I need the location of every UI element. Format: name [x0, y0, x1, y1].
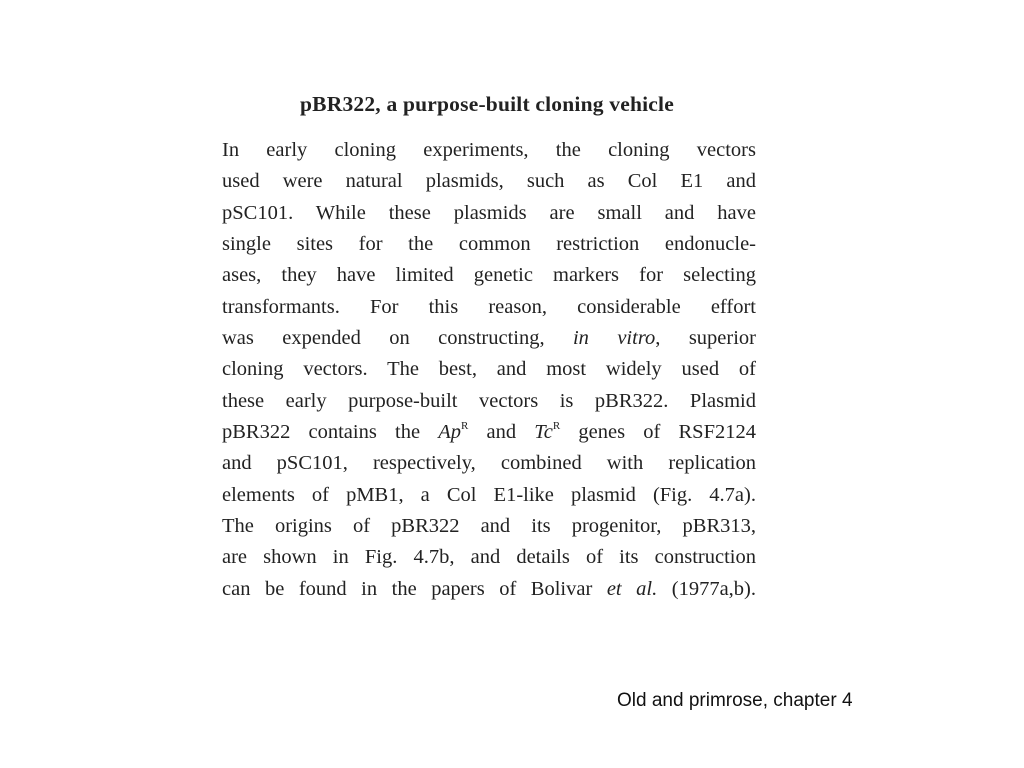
text-line [222, 574, 756, 605]
excerpt-title: pBR322, a purpose-built cloning vehicle [300, 92, 674, 116]
text-line: transformants. For this reason, considerable effort [222, 295, 756, 318]
excerpt-body [222, 135, 756, 605]
text-segment: genes of RSF2124 [560, 421, 756, 444]
source-caption: Old and primrose, chapter 4 [617, 690, 853, 711]
italic-term: et al. [606, 577, 658, 600]
text-segment: pBR322 contains the [222, 421, 439, 444]
text-line: In early cloning experiments, the cloning vectors [222, 139, 756, 161]
text-line: are shown in Fig. 4.7b, and details of its construction [222, 546, 756, 569]
text-segment: and [468, 421, 535, 444]
text-line: pSC101. While these plasmids are small and have [222, 201, 756, 224]
text-line [222, 417, 756, 448]
superscript: R [552, 420, 561, 433]
text-segment: , superior [655, 327, 756, 350]
gene-name: Tc [534, 421, 553, 444]
text-line: used were natural plasmids, such as Col E1 and [222, 170, 756, 193]
superscript: R [461, 420, 469, 433]
text-segment: was expended on constructing, [222, 327, 573, 350]
text-line: cloning vectors. The best, and most widely used of [222, 358, 756, 381]
italic-term: in vitro [572, 327, 656, 350]
text-line: single sites for the common restriction endonucle- [222, 233, 756, 256]
text-segment: (1977a,b). [657, 577, 756, 600]
text-line: ases, they have limited genetic markers for selecting [222, 264, 756, 287]
text-line: elements of pMB1, a Col E1-like plasmid (Fig. 4.7a). [222, 483, 756, 506]
text-line: and pSC101, respectively, combined with replication [222, 452, 756, 475]
text-segment: can be found in the papers of Bolivar [222, 577, 607, 600]
book-excerpt [222, 86, 756, 605]
text-line: The origins of pBR322 and its progenitor, pBR313, [222, 515, 756, 538]
text-line [222, 323, 756, 354]
text-line: these early purpose-built vectors is pBR322. Plasmid [222, 389, 756, 412]
gene-name: Ap [438, 421, 461, 444]
